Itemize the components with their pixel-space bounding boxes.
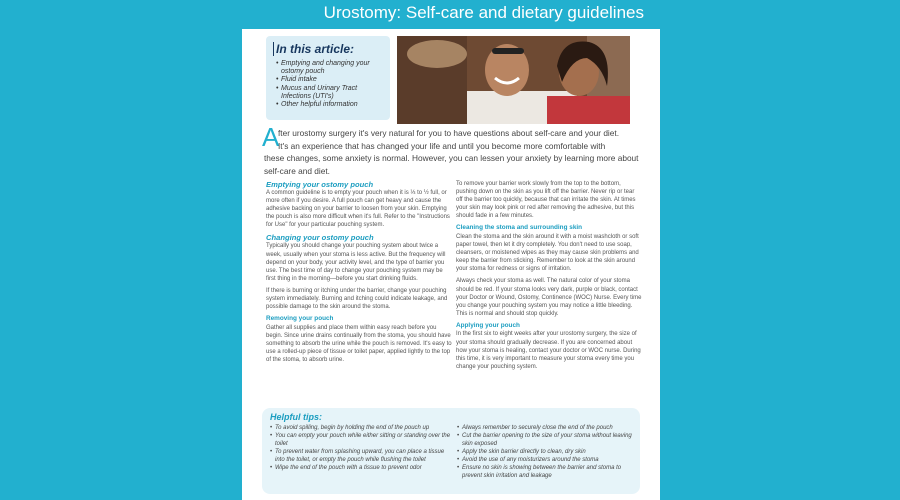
paragraph: Gather all supplies and place them within easy reach before you begin. Since urine drains continually from the stoma, you should have something to absorb the urine while the pouch is removed. It's easy to use a rolled-up piece of tissue or toilet paper, applied lightly to the top of the stoma, to absorb urine. xyxy=(266,324,452,364)
subheading-removing: Removing your pouch xyxy=(266,315,334,323)
tip-item: • You can empty your pouch while either sitting or standing over the toilet xyxy=(270,432,452,448)
tip-item: • Apply the skin barrier directly to clean, dry skin xyxy=(457,448,639,456)
article-photo xyxy=(397,36,630,124)
toc-heading: In this article: xyxy=(276,42,355,56)
intro-paragraph xyxy=(264,127,650,177)
toc-item[interactable]: • Emptying and changing your ostomy pouch xyxy=(276,60,386,76)
tip-item: • To prevent water from splashing upward, you can place a tissue into the toilet, or empty the pouch while flushing the toilet xyxy=(270,448,452,464)
toc-item[interactable]: • Other helpful information xyxy=(276,101,386,109)
subheading-applying: Applying your pouch xyxy=(456,321,520,329)
paragraph: In the first six to eight weeks after your urostomy surgery, the size of your stoma should gradually decrease. If you are concerned about how your stoma is healing, contact your doctor or WOC nurse. During this time, it is very important to measure your stoma every time you change your pouching system. xyxy=(456,331,641,370)
tip-item: • Always remember to securely close the end of the pouch xyxy=(457,424,639,432)
tip-item: • To avoid spilling, begin by holding the end of the pouch up xyxy=(270,424,452,432)
tip-item: • Ensure no skin is showing between the barrier and stoma to prevent skin irritation and leakage xyxy=(457,464,639,480)
toc-item[interactable]: • Mucus and Urinary Tract Infections (UTI's) xyxy=(276,85,386,101)
tip-item: • Avoid the use of any moisturizers around the stoma xyxy=(457,456,639,464)
text-cursor xyxy=(273,42,274,56)
paragraph: A common guideline is to empty your pouch when it is ⅓ to ½ full, or more often if you desire. A full pouch can get heavy and cause the adhesive backing on your barrier to loosen from your skin. Emptying the pouch is also more difficult when it's full. Refer to the "Instructions for Use" for your particular pouching system. xyxy=(266,190,450,229)
paragraph: To remove your barrier work slowly from the top to the bottom, pushing down on the skin as you lift off the barrier. Never rip or tear off the barrier too quickly, because that can irritate the skin. At times your skin may look pink or red after removing the adhesive, but this should fade in a few minutes. xyxy=(456,181,636,220)
tips-list-left xyxy=(270,424,452,472)
section-heading-emptying: Emptying your ostomy pouch xyxy=(266,180,374,189)
section-heading-changing: Changing your ostomy pouch xyxy=(266,233,374,243)
document-page xyxy=(242,0,660,500)
paragraph: Always check your stoma as well. The natural color of your stoma should be red. If your stoma looks very dark, purple or black, contact your Doctor or Wound, Ostomy, Continence (WOC) Nurse. Every time you change your pouching system you may notice a little bleeding. This is normal and should stop quickly. xyxy=(456,278,642,317)
title-bar xyxy=(242,0,660,29)
intro-line: It's an experience that has changed your life and until you become more comfortable with xyxy=(278,140,606,151)
subheading-cleaning: Cleaning the stoma and surrounding skin xyxy=(456,224,583,232)
page-title: Urostomy: Self-care and dietary guidelines xyxy=(323,3,644,22)
paragraph: Typically you should change your pouching system about twice a week, usually when your stoma is less active. But the frequency will depend on your body, your activity level, and the type of barrier you use. The best time of day to change your pouching system may be first thing in the morning—before you start drinking fluids. xyxy=(266,243,446,282)
tips-heading: Helpful tips: xyxy=(270,412,322,422)
photo-illustration xyxy=(397,36,630,124)
right-column xyxy=(456,180,642,375)
left-column xyxy=(266,180,452,368)
toc-item[interactable]: • Fluid intake xyxy=(276,76,386,84)
intro-drop-cap: A xyxy=(262,122,280,152)
paragraph: Clean the stoma and the skin around it with a moist washcloth or soft paper towel, then let it dry completely. You don't need to use soap, cleansers, or moistened wipes as they may cause skin problems and keep the barrier from sticking. Remember to look at the skin around your stoma for redness or signs of irritation. xyxy=(456,233,639,273)
intro-text: these changes, some anxiety is normal. However, you can lessen your anxiety by learning more about self-care and diet. xyxy=(264,153,639,176)
tips-list-right xyxy=(457,424,639,480)
paragraph: If there is burning or itching under the barrier, change your pouching system immediately. Burning and itching could indicate leakage, and possible damage to the skin around the stoma. xyxy=(266,287,448,311)
toc-list xyxy=(276,60,386,109)
intro-line: fter urostomy surgery it's very natural for you to have questions about self-care and your diet. xyxy=(278,128,620,138)
tip-item: • Cut the barrier opening to the size of your stoma without leaving skin exposed xyxy=(457,432,639,448)
tip-item: • Wipe the end of the pouch with a tissue to prevent odor xyxy=(270,464,452,472)
